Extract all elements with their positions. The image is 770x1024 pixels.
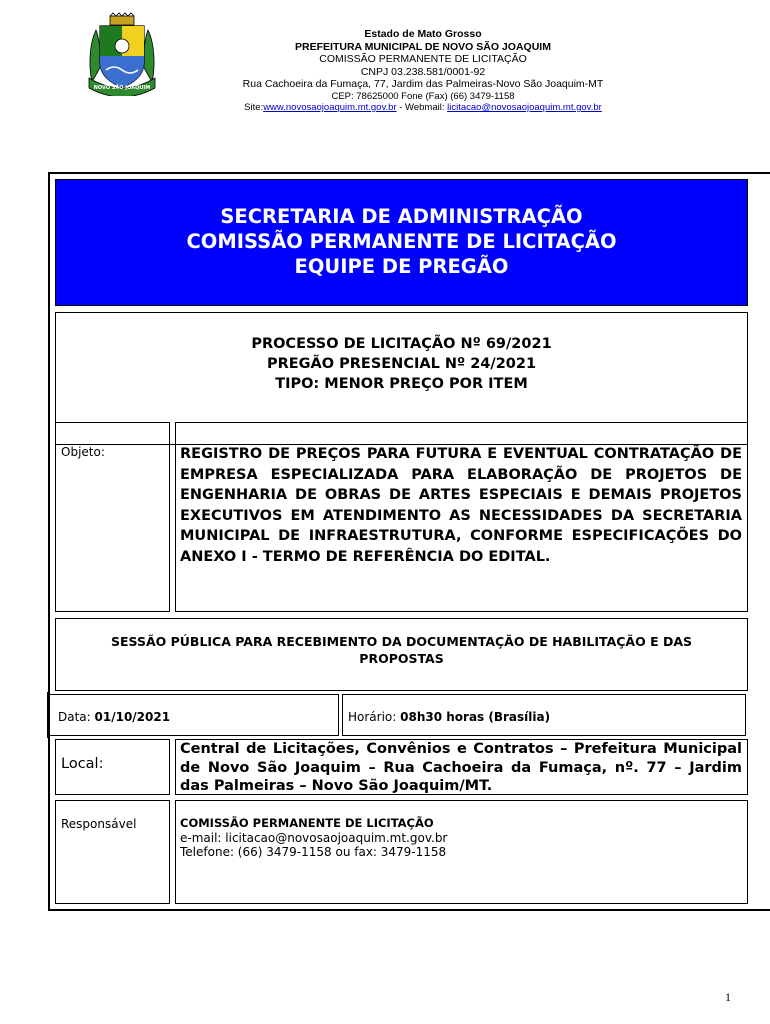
process-number: PROCESSO DE LICITAÇÃO Nº 69/2021 xyxy=(251,336,552,352)
responsavel-label: Responsável xyxy=(55,800,170,904)
banner-line-2: COMISSÃO PERMANENTE DE LICITAÇÃO xyxy=(186,230,617,253)
banner-line-1: SECRETARIA DE ADMINISTRAÇÃO xyxy=(220,205,583,228)
horario-value: 08h30 horas (Brasília) xyxy=(400,710,551,724)
commission-name: COMISSÃO PERMANENTE DE LICITAÇÃO xyxy=(319,53,527,65)
svg-text:NOVO SÃO JOAQUIM: NOVO SÃO JOAQUIM xyxy=(93,85,151,91)
horario-label: Horário: xyxy=(348,710,401,724)
sessao-publica: SESSÃO PÚBLICA PARA RECEBIMENTO DA DOCUMENTAÇÃO DE HABILITAÇÃO E DAS PROPOSTAS xyxy=(55,618,748,691)
municipal-crest-logo xyxy=(86,12,158,96)
cnpj: CNPJ 03.238.581/0001-92 xyxy=(360,65,486,78)
site-link[interactable]: www.novosaojoaquim.mt.gov.br xyxy=(263,102,397,113)
webmail-label: - Webmail: xyxy=(396,102,448,113)
objeto-text: REGISTRO DE PREÇOS PARA FUTURA E EVENTUAL CONTRATAÇÃO DE EMPRESA ESPECIALIZADA PARA ELABORAÇÃO DE PROJETOS DE ENGENHARIA DE OBRAS DE ARTES ESPECIAIS E DEMAIS PROJETOS EXECUTIVOS EM ATENDIMENTO AS NECESSIDADES DA SECRETARIA MUNICIPAL DE INFRAESTRUTURA, CONFORME ESPECIFICAÇÕES DO ANEXO I - TERMO DE REFERÊNCIA DO EDITAL. xyxy=(175,422,748,612)
tipo: TIPO: MENOR PREÇO POR ITEM xyxy=(275,376,528,392)
data-value: 01/10/2021 xyxy=(94,710,171,724)
page-number: 1 xyxy=(725,990,731,1004)
title-banner xyxy=(55,179,748,306)
pregao-number: PREGÃO PRESENCIAL Nº 24/2021 xyxy=(266,356,537,372)
data-field xyxy=(49,694,339,736)
responsavel-title: COMISSÃO PERMANENTE DE LICITAÇÃO xyxy=(180,816,434,830)
letterhead xyxy=(190,28,656,114)
cep-phone: CEP: 78625000 Fone (Fax) (66) 3479-1158 xyxy=(331,90,515,102)
objeto-label: Objeto: xyxy=(55,422,170,612)
local-label: Local: xyxy=(55,739,170,795)
state-name: Estado de Mato Grosso xyxy=(364,28,482,40)
responsavel-email: e-mail: licitacao@novosaojoaquim.mt.gov.br xyxy=(180,830,448,845)
prefeitura-name: PREFEITURA MUNICIPAL DE NOVO SÃO JOAQUIM xyxy=(295,40,551,53)
address: Rua Cachoeira da Fumaça, 77, Jardim das Palmeiras-Novo São Joaquim-MT xyxy=(242,78,604,90)
data-label: Data: xyxy=(58,710,95,724)
site-line xyxy=(190,102,656,114)
webmail-link[interactable]: licitacao@novosaojoaquim.mt.gov.br xyxy=(447,102,602,113)
banner-line-3: EQUIPE DE PREGÃO xyxy=(294,255,509,278)
local-text: Central de Licitações, Convênios e Contratos – Prefeitura Municipal de Novo São Joaquim – Rua Cachoeira da Fumaça, nº. 77 – Jardim das Palmeiras – Novo São Joaquim/MT. xyxy=(175,739,748,795)
site-label: Site: xyxy=(244,102,264,113)
horario-field xyxy=(342,694,746,736)
responsavel-phone: Telefone: (66) 3479-1158 ou fax: 3479-1158 xyxy=(180,845,447,859)
responsavel-text xyxy=(175,800,748,904)
